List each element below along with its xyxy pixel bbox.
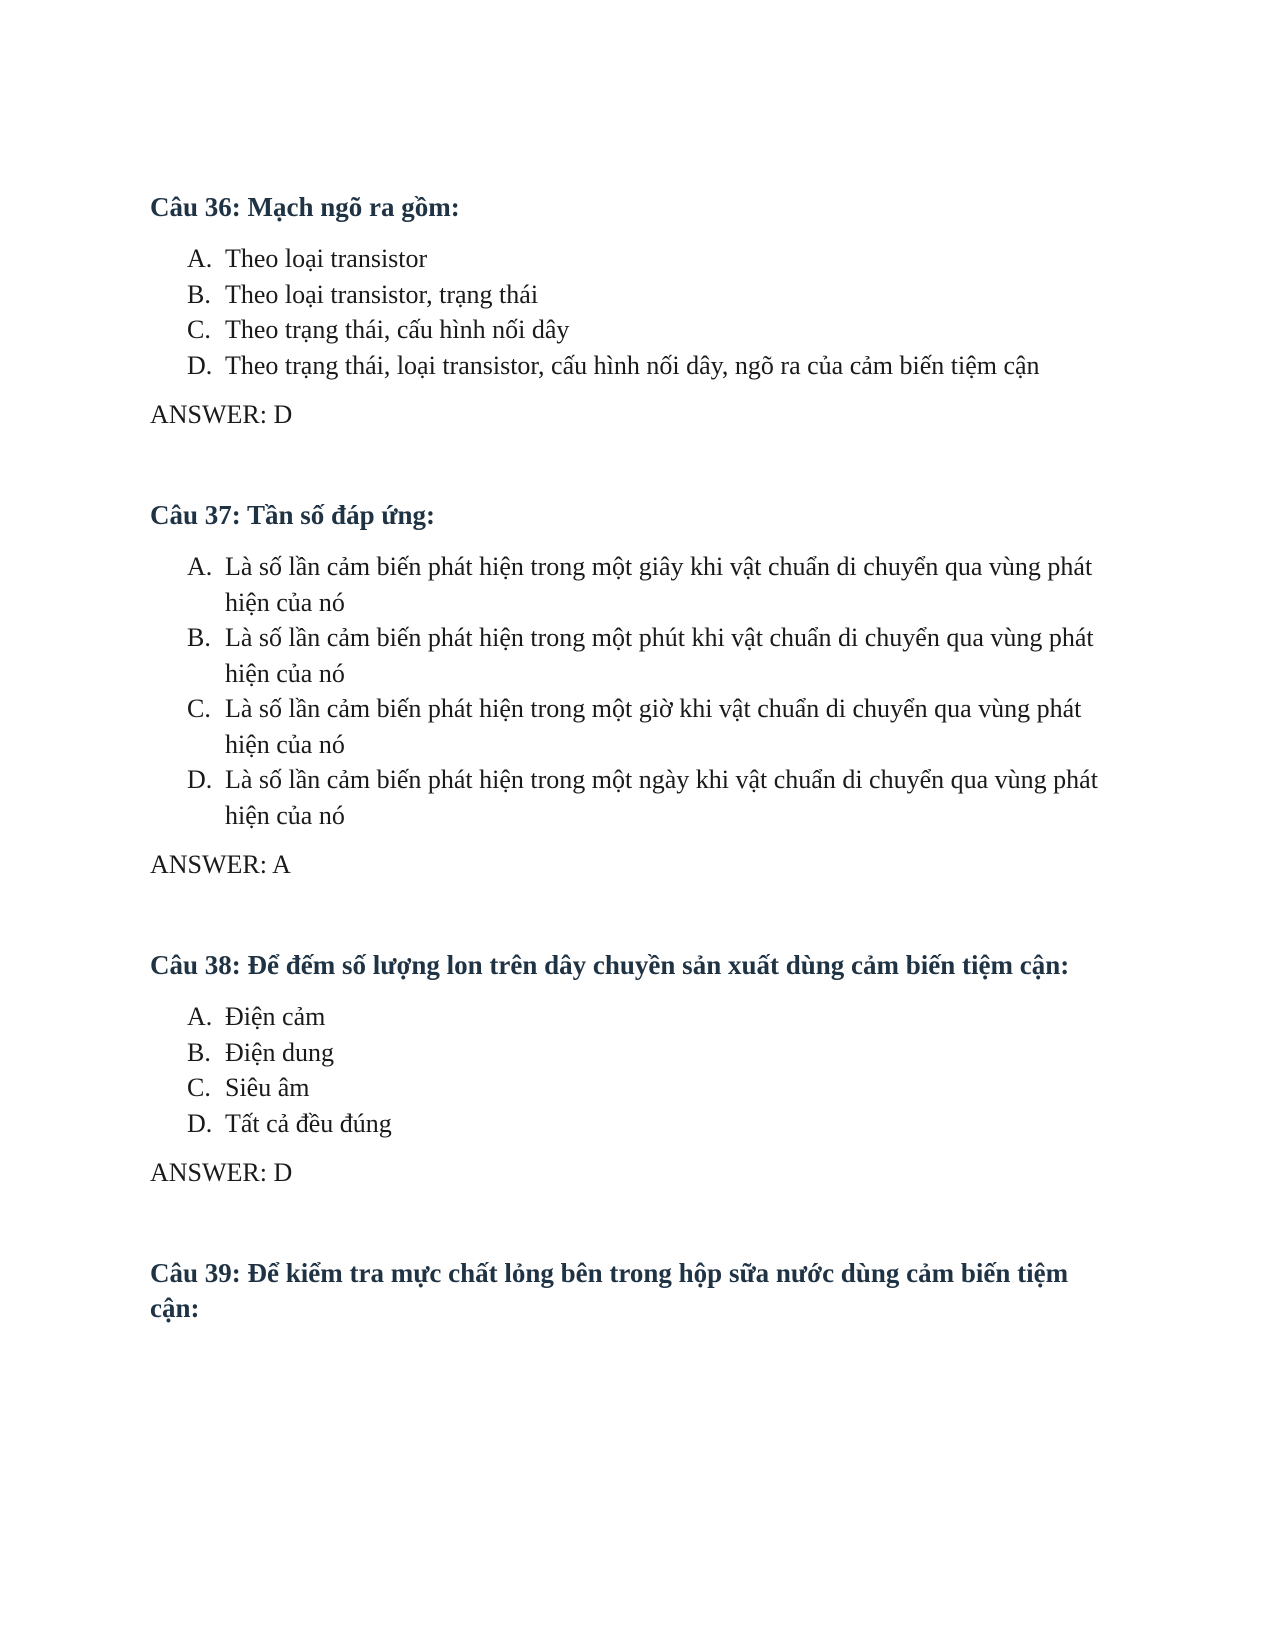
option-text: Theo loại transistor [225,244,428,273]
option-list [150,241,1100,383]
option-letter: D. [187,350,213,380]
option-letter: A. [187,1002,213,1031]
question-39 [150,1256,1100,1326]
option-text: Theo loại transistor, trạng thái [225,279,539,309]
option-letter: B. [187,279,211,309]
question-title: Câu 37: Tần số đáp ứng: [150,500,436,530]
document-page [150,190,1100,1326]
option-letter: A. [187,552,213,581]
option-d [187,348,1100,384]
option-text: Siêu âm [225,1073,310,1102]
answer-line: ANSWER: D [150,400,293,429]
option-text: Là số lần cảm biến phát hiện trong một ngày khi vật chuẩn di chuyển qua vùng phát hiện của nó [225,765,1098,830]
option-text: Tất cả đều đúng [225,1108,392,1138]
option-text: Điện dung [225,1037,335,1067]
option-list [150,549,1100,833]
option-text: Theo trạng thái, loại transistor, cấu hình nối dây, ngõ ra của cảm biến tiệm cận [225,350,1040,380]
option-letter: C. [187,694,211,723]
question-title: Câu 39: Để kiểm tra mực chất lỏng bên trong hộp sữa nước dùng cảm biến tiệm cận: [150,1258,1069,1323]
option-b [187,277,1100,313]
option-c [187,691,1100,762]
option-list [150,999,1100,1141]
option-text: Là số lần cảm biến phát hiện trong một giờ khi vật chuẩn di chuyển qua vùng phát hiện của nó [225,694,1082,759]
question-title: Câu 38: Để đếm số lượng lon trên dây chuyền sản xuất dùng cảm biến tiệm cận: [150,950,1070,980]
question-37 [150,498,1100,882]
option-letter: C. [187,315,211,344]
option-text: Là số lần cảm biến phát hiện trong một giây khi vật chuẩn di chuyển qua vùng phát hiện của nó [225,552,1093,617]
question-38 [150,948,1100,1190]
option-letter: A. [187,244,213,273]
option-a [187,999,1100,1035]
option-letter: D. [187,765,213,794]
option-letter: C. [187,1073,211,1102]
option-text: Là số lần cảm biến phát hiện trong một phút khi vật chuẩn di chuyển qua vùng phát hiện của nó [225,623,1094,688]
option-a [187,241,1100,277]
option-d [187,1106,1100,1142]
option-text: Điện cảm [225,1002,326,1031]
option-letter: B. [187,1037,211,1067]
option-b [187,1035,1100,1071]
answer-line: ANSWER: D [150,1158,293,1187]
option-letter: B. [187,623,211,652]
option-d [187,762,1100,833]
option-c [187,1070,1100,1106]
answer-line: ANSWER: A [150,850,291,879]
option-text: Theo trạng thái, cấu hình nối dây [225,315,570,344]
question-title: Câu 36: Mạch ngõ ra gồm: [150,192,460,222]
option-a [187,549,1100,620]
option-b [187,620,1100,691]
option-c [187,312,1100,348]
question-36 [150,190,1100,432]
option-letter: D. [187,1108,213,1138]
